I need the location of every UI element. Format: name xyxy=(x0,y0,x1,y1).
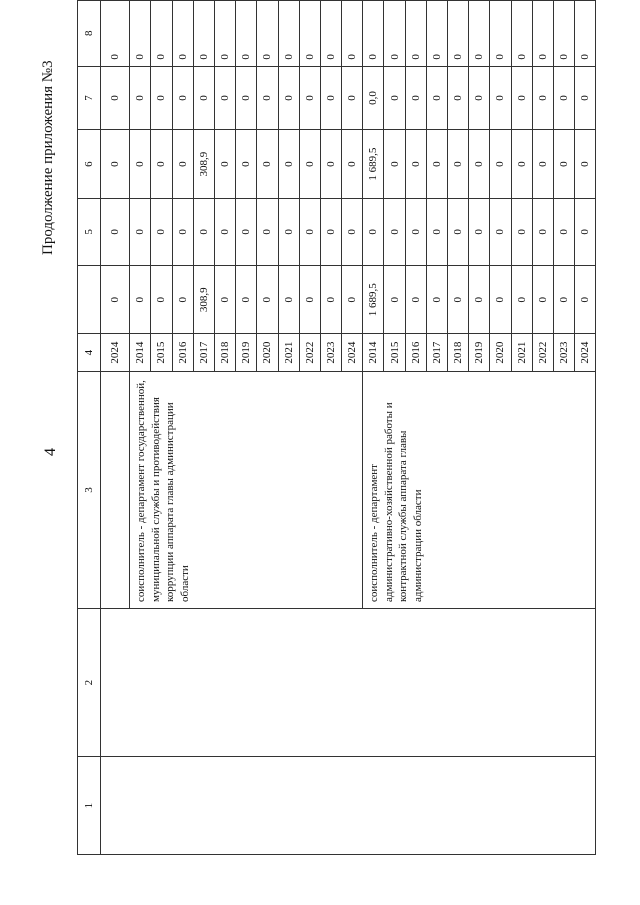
value-cell: 0 xyxy=(342,66,363,130)
value-cell: 0 xyxy=(426,266,447,334)
value-cell: 0 xyxy=(236,198,257,265)
executor-cell: соисполнитель - департамент государственной, муниципальной службы и противодействия коррупции аппарата главы администрации области xyxy=(130,371,363,608)
value-cell: 0 xyxy=(511,1,532,67)
appendix-continuation-title: Продолжение приложения №3 xyxy=(40,60,56,255)
value-cell: 1 689,5 xyxy=(363,266,384,334)
value-cell: 0 xyxy=(363,198,384,265)
value-cell: 0 xyxy=(490,198,511,265)
year-cell: 2021 xyxy=(278,334,299,372)
value-cell: 0 xyxy=(193,198,214,265)
year-cell: 2021 xyxy=(511,334,532,372)
value-cell: 0 xyxy=(193,1,214,67)
value-cell: 0 xyxy=(101,130,130,198)
value-cell: 0 xyxy=(553,66,574,130)
value-cell: 0 xyxy=(511,66,532,130)
value-cell: 1 689,5 xyxy=(363,130,384,198)
value-cell: 0 xyxy=(490,1,511,67)
header-cell: 4 xyxy=(78,334,101,372)
value-cell: 0 xyxy=(130,130,151,198)
value-cell: 0 xyxy=(214,198,235,265)
value-cell: 308,9 xyxy=(193,266,214,334)
value-cell: 0 xyxy=(426,130,447,198)
year-cell: 2020 xyxy=(257,334,278,372)
value-cell: 0 xyxy=(101,198,130,265)
value-cell: 0 xyxy=(448,66,469,130)
value-cell: 0 xyxy=(299,130,320,198)
table-header-row xyxy=(78,1,101,855)
value-cell: 0 xyxy=(278,130,299,198)
value-cell: 0 xyxy=(575,1,596,67)
value-cell: 308,9 xyxy=(193,130,214,198)
year-cell: 2024 xyxy=(101,334,130,372)
value-cell: 0 xyxy=(405,1,426,67)
value-cell: 0 xyxy=(532,130,553,198)
header-cell: 8 xyxy=(78,1,101,67)
value-cell: 0 xyxy=(193,66,214,130)
value-cell: 0 xyxy=(101,66,130,130)
year-cell: 2019 xyxy=(469,334,490,372)
value-cell: 0 xyxy=(151,130,172,198)
value-cell: 0 xyxy=(130,66,151,130)
value-cell: 0 xyxy=(384,198,405,265)
value-cell: 0 xyxy=(575,266,596,334)
value-cell: 0 xyxy=(172,130,193,198)
value-cell: 0 xyxy=(532,198,553,265)
year-cell: 2014 xyxy=(363,334,384,372)
year-cell: 2019 xyxy=(236,334,257,372)
value-cell: 0 xyxy=(236,130,257,198)
value-cell: 0 xyxy=(511,266,532,334)
year-cell: 2015 xyxy=(384,334,405,372)
value-cell: 0 xyxy=(320,198,341,265)
year-cell: 2022 xyxy=(532,334,553,372)
value-cell: 0 xyxy=(490,130,511,198)
value-cell: 0 xyxy=(448,1,469,67)
value-cell: 0 xyxy=(101,266,130,334)
value-cell: 0 xyxy=(469,198,490,265)
value-cell: 0 xyxy=(448,130,469,198)
value-cell: 0 xyxy=(172,198,193,265)
year-cell: 2024 xyxy=(342,334,363,372)
header-cell: 3 xyxy=(78,371,101,608)
value-cell: 0 xyxy=(172,66,193,130)
executor-cell: соисполнитель - департамент административно-хозяйственной работы и контрактной службы аппарата главы администрации области xyxy=(363,371,596,608)
year-cell: 2022 xyxy=(299,334,320,372)
year-cell: 2017 xyxy=(426,334,447,372)
value-cell: 0 xyxy=(363,1,384,67)
value-cell: 0 xyxy=(553,198,574,265)
value-cell: 0 xyxy=(553,130,574,198)
value-cell: 0 xyxy=(469,66,490,130)
value-cell: 0 xyxy=(342,1,363,67)
value-cell: 0 xyxy=(532,66,553,130)
value-cell: 0 xyxy=(384,266,405,334)
value-cell: 0 xyxy=(448,266,469,334)
year-cell: 2023 xyxy=(553,334,574,372)
value-cell: 0 xyxy=(299,198,320,265)
column-3-cell xyxy=(101,371,130,608)
value-cell: 0 xyxy=(257,266,278,334)
value-cell: 0 xyxy=(384,1,405,67)
value-cell: 0 xyxy=(511,130,532,198)
value-cell: 0 xyxy=(257,130,278,198)
value-cell: 0 xyxy=(278,66,299,130)
value-cell: 0 xyxy=(236,1,257,67)
value-cell: 0 xyxy=(342,198,363,265)
year-cell: 2024 xyxy=(575,334,596,372)
value-cell: 0 xyxy=(405,266,426,334)
value-cell: 0 xyxy=(299,66,320,130)
value-cell: 0 xyxy=(130,1,151,67)
value-cell: 0 xyxy=(236,266,257,334)
value-cell: 0 xyxy=(532,266,553,334)
value-cell: 0 xyxy=(575,130,596,198)
value-cell: 0 xyxy=(151,198,172,265)
column-2-cell xyxy=(101,608,596,756)
column-1-cell xyxy=(101,757,596,855)
value-cell: 0 xyxy=(384,66,405,130)
value-cell: 0 xyxy=(299,266,320,334)
value-cell: 0 xyxy=(469,266,490,334)
value-cell: 0 xyxy=(172,266,193,334)
table-row xyxy=(101,1,130,855)
value-cell: 0 xyxy=(172,1,193,67)
value-cell: 0 xyxy=(490,66,511,130)
value-cell: 0 xyxy=(101,1,130,67)
value-cell: 0 xyxy=(426,198,447,265)
header-cell xyxy=(78,266,101,334)
page-number: 4 xyxy=(42,448,59,456)
value-cell: 0 xyxy=(130,198,151,265)
value-cell: 0 xyxy=(405,130,426,198)
value-cell: 0,0 xyxy=(363,66,384,130)
year-cell: 2015 xyxy=(151,334,172,372)
value-cell: 0 xyxy=(151,66,172,130)
value-cell: 0 xyxy=(575,198,596,265)
value-cell: 0 xyxy=(257,198,278,265)
value-cell: 0 xyxy=(490,266,511,334)
value-cell: 0 xyxy=(469,130,490,198)
year-cell: 2017 xyxy=(193,334,214,372)
value-cell: 0 xyxy=(320,266,341,334)
value-cell: 0 xyxy=(532,1,553,67)
year-cell: 2018 xyxy=(448,334,469,372)
year-cell: 2023 xyxy=(320,334,341,372)
value-cell: 0 xyxy=(278,266,299,334)
value-cell: 0 xyxy=(553,266,574,334)
value-cell: 0 xyxy=(257,1,278,67)
header-cell: 7 xyxy=(78,66,101,130)
value-cell: 0 xyxy=(448,198,469,265)
value-cell: 0 xyxy=(342,130,363,198)
value-cell: 0 xyxy=(426,1,447,67)
value-cell: 0 xyxy=(214,130,235,198)
value-cell: 0 xyxy=(320,1,341,67)
year-cell: 2014 xyxy=(130,334,151,372)
header-cell: 6 xyxy=(78,130,101,198)
value-cell: 0 xyxy=(299,1,320,67)
value-cell: 0 xyxy=(278,198,299,265)
header-cell: 5 xyxy=(78,198,101,265)
value-cell: 0 xyxy=(426,66,447,130)
value-cell: 0 xyxy=(384,130,405,198)
value-cell: 0 xyxy=(553,1,574,67)
year-cell: 2016 xyxy=(405,334,426,372)
value-cell: 0 xyxy=(320,130,341,198)
value-cell: 0 xyxy=(278,1,299,67)
value-cell: 0 xyxy=(320,66,341,130)
header-cell: 1 xyxy=(78,757,101,855)
value-cell: 0 xyxy=(575,66,596,130)
value-cell: 0 xyxy=(214,266,235,334)
budget-table xyxy=(77,0,596,855)
value-cell: 0 xyxy=(151,1,172,67)
value-cell: 0 xyxy=(342,266,363,334)
value-cell: 0 xyxy=(214,66,235,130)
value-cell: 0 xyxy=(511,198,532,265)
year-cell: 2018 xyxy=(214,334,235,372)
value-cell: 0 xyxy=(151,266,172,334)
header-cell: 2 xyxy=(78,608,101,756)
value-cell: 0 xyxy=(130,266,151,334)
year-cell: 2020 xyxy=(490,334,511,372)
value-cell: 0 xyxy=(405,66,426,130)
year-cell: 2016 xyxy=(172,334,193,372)
value-cell: 0 xyxy=(405,198,426,265)
value-cell: 0 xyxy=(469,1,490,67)
value-cell: 0 xyxy=(214,1,235,67)
value-cell: 0 xyxy=(236,66,257,130)
value-cell: 0 xyxy=(257,66,278,130)
